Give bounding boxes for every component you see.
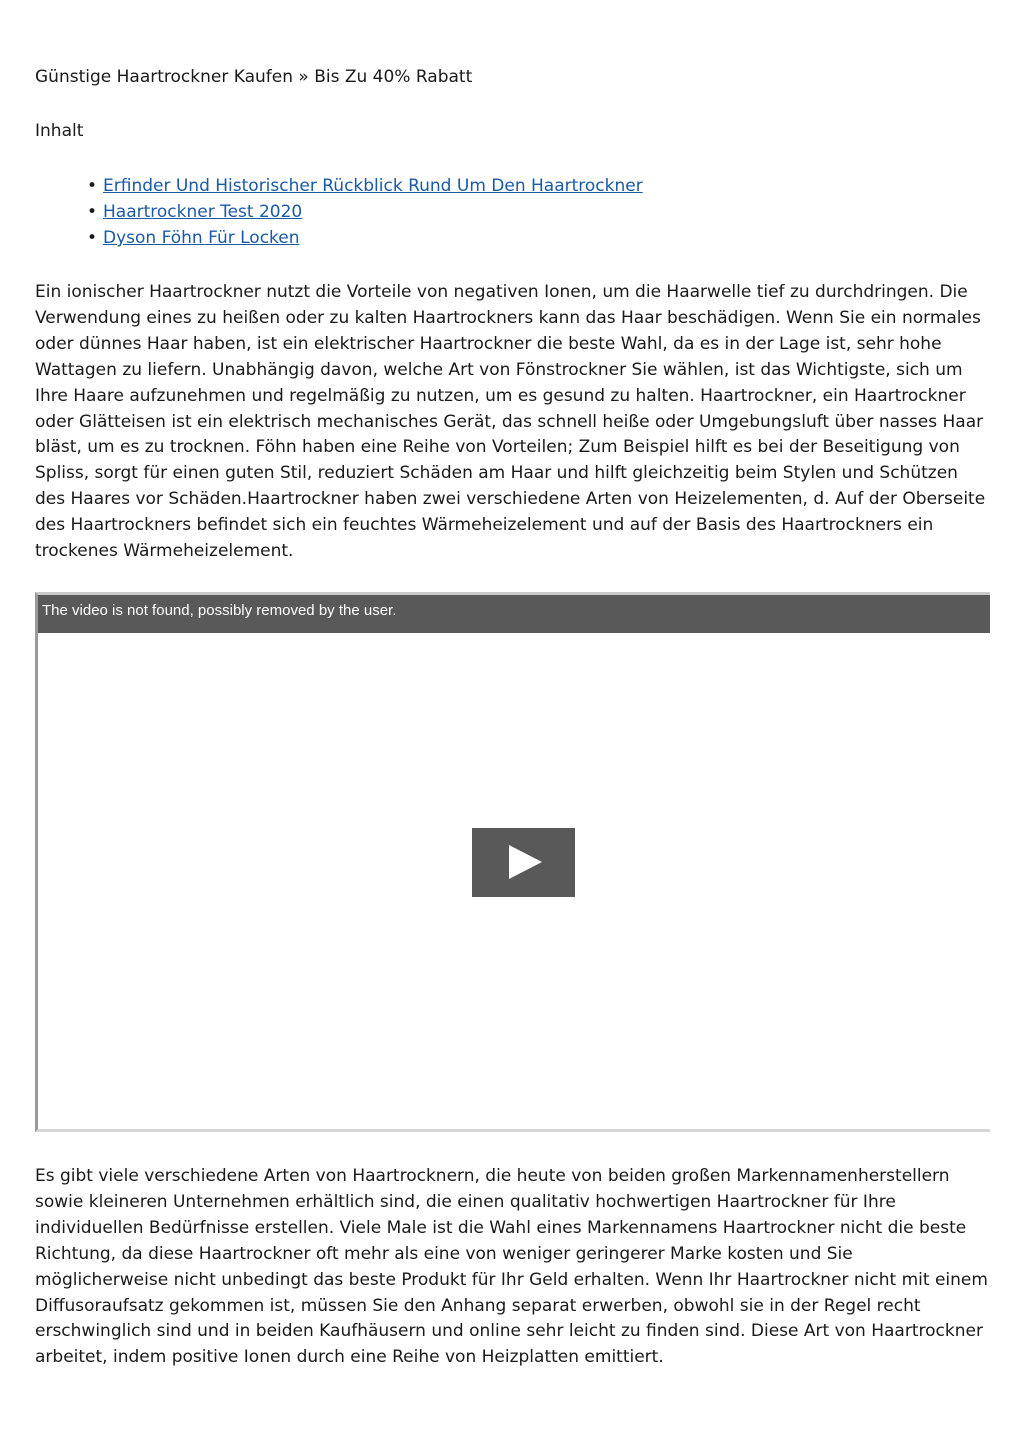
play-icon [509,845,542,879]
toc-item-test-2020 [87,199,643,225]
toc-link-test-2020[interactable]: Haartrockner Test 2020 [103,202,303,222]
toc-item-erfinder [87,173,643,199]
body-paragraph-1: Ein ionischer Haartrockner nutzt die Vorteile von negativen Ionen, um die Haarwelle tief zu durchdringen. Die Verwendung eines zu heißen oder zu kalten Haartrockners kann das Haar beschädigen. Wenn Sie ein normales oder dünnes Haar haben, ist ein elektrischer Haartrockner die beste Wahl, da es in der Lage ist, sehr hohe Wattagen zu liefern. Unabhängig davon, welche Art von Fönstrockner Sie wählen, ist das Wichtigste, sich um Ihre Haare aufzunehmen und regelmäßig zu nutzen, um es gesund zu halten. Haartrockner, ein Haartrockner oder Glätteisen ist ein elektrisch mechanisches Gerät, das schnell heiße oder Umgebungsluft über nasses Haar bläst, um es zu trocknen. Föhn haben eine Reihe von Vorteilen; Zum Beispiel hilft es bei der Beseitigung von Spliss, sorgt für einen guten Stil, reduziert Schäden am Haar und hilft gleichzeitig beim Stylen und Schützen des Haares vor Schäden.Haartrockner haben zwei verschiedene Arten von Heizelementen, d. Auf der Oberseite des Haartrockners befindet sich ein feuchtes Wärmeheizelement und auf der Basis des Haartrockners ein trockenes Wärmeheizelement. [35,282,986,562]
play-button[interactable] [472,828,575,897]
video-error-bar: The video is not found, possibly removed by the user. [38,595,990,633]
bullet-icon: • [87,202,98,222]
toc-item-dyson [87,225,643,251]
body-paragraph-2: Es gibt viele verschiedene Arten von Haartrocknern, die heute von beiden großen Markennamenherstellern sowie kleineren Unternehmen erhältlich sind, die einen qualitativ hochwertigen Haartrockner für Ihre individuellen Bedürfnisse erstellen. Viele Male ist die Wahl eines Markennamens Haartrockner nicht die beste Richtung, da diese Haartrockner oft mehr als eine von weniger geringerer Marke kosten und Sie möglicherweise nicht unbedingt das beste Produkt für Ihr Geld erhalten. Wenn Ihr Haartrockner nicht mit einem Diffusoraufsatz gekommen ist, müssen Sie den Anhang separat erwerben, obwohl sie in der Regel recht erschwinglich sind und in beiden Kaufhäusern und online sehr leicht zu finden sind. Diese Art von Haartrockner arbeitet, indem positive Ionen durch eine Reihe von Heizplatten emittiert. [35,1166,988,1368]
toc-list [87,173,643,251]
toc-heading: Inhalt [35,121,84,141]
toc-link-dyson[interactable]: Dyson Föhn Für Locken [103,228,300,248]
toc-link-erfinder[interactable]: Erfinder Und Historischer Rückblick Rund Um Den Haartrockner [103,176,643,196]
bullet-icon: • [87,176,98,196]
video-embed[interactable] [35,592,990,1132]
bullet-icon: • [87,228,98,248]
page-title: Günstige Haartrockner Kaufen » Bis Zu 40% Rabatt [35,67,473,87]
